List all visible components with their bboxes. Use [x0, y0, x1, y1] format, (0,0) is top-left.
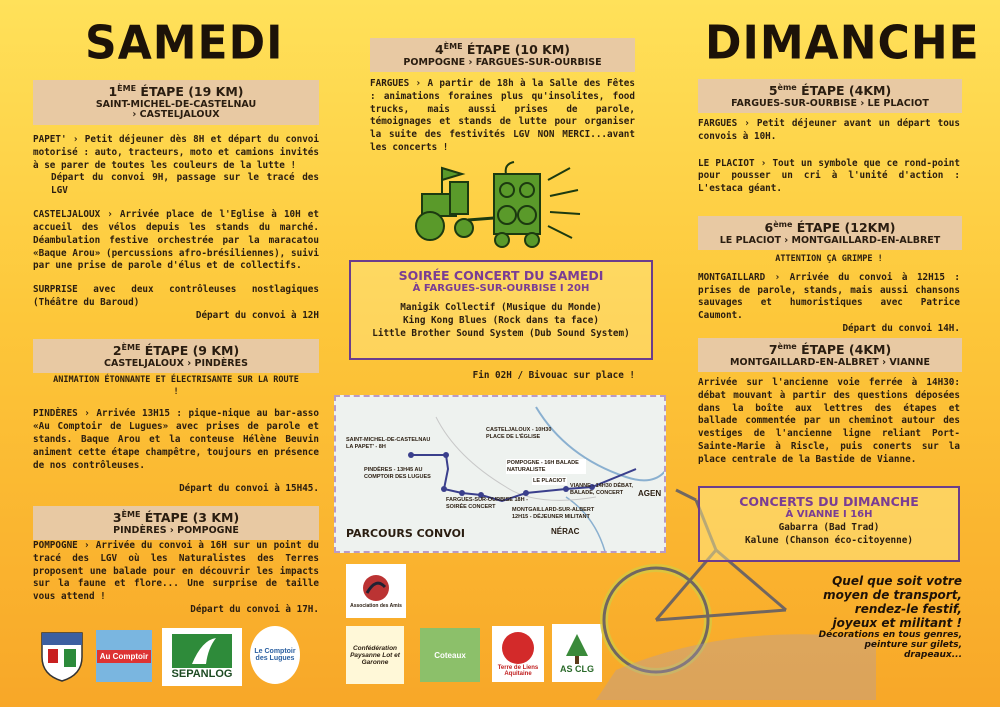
- map-nerac: NÉRAC: [551, 527, 580, 536]
- fin-note: Fin 02H / Bivouac sur place !: [472, 370, 635, 381]
- map-stop: SAINT-MICHEL-DE-CASTELNAU LA PAPET' - 8H: [346, 437, 431, 450]
- map-stop: FARGUES-SUR-OURBISE 18H - SOIRÉE CONCERT: [446, 497, 528, 510]
- etape1-header: 1ÈME ÉTAPE (19 KM) SAINT-MICHEL-DE-CASTELNAU › CASTELJALOUX: [33, 80, 319, 125]
- etape7-header: 7ème ÉTAPE (4KM) MONTGAILLARD-EN-ALBRET › VIANNE: [698, 338, 962, 372]
- logo-association: Association des Amis: [346, 564, 406, 618]
- dimanche-title: DIMANCHE: [705, 16, 980, 71]
- map-agen: AGEN: [638, 489, 662, 498]
- etape5-text: FARGUES › Petit déjeuner avant un départ tous convois à 10H. LE PLACIOT › Tout un symbole que ce rond-point pour pousser un cri à l'unité d'action : L'estaca géant.: [698, 118, 960, 195]
- logo-sepanlog: SEPANLOG: [162, 628, 242, 686]
- samedi-concert-box: SOIRÉE CONCERT DU SAMEDI À FARGUES-SUR-OURBISE I 20H Manigik Collectif (Musique du Monde) King Kong Blues (Rock dans ta face) Little Brother Sound System (Dub Sound System): [349, 260, 653, 360]
- logo-terre-de-liens: Terre de Liens Aquitaine: [492, 626, 544, 682]
- etape4-text: FARGUES › A partir de 18h à la Salle des Fêtes : animations foraines plus qu'insolites, food trucks, mais aussi prises de parole, témoignages et stands de lutte pour organiser la suite des festivités LGV NON MERCI...avant les concerts !: [370, 78, 635, 154]
- slogan: Quel que soit votre moyen de transport, rendez-le festif, joyeux et militant ! Décorations en tous genres, peinture sur gilets, drapeaux...: [818, 574, 962, 660]
- map-stop: VIANNE - 14H30 DÉBAT, BALADE, CONCERT: [570, 483, 633, 496]
- etape5-header: 5ème ÉTAPE (4KM) FARGUES-SUR-OURBISE › LE PLACIOT: [698, 79, 962, 113]
- etape4-header: 4ÈME ÉTAPE (10 KM) POMPOGNE › FARGUES-SUR-OURBISE: [370, 38, 635, 72]
- etape6-header: 6ème ÉTAPE (12KM) LE PLACIOT › MONTGAILLARD-EN-ALBRET: [698, 216, 962, 250]
- samedi-title: SAMEDI: [85, 16, 284, 71]
- etape1-text: PAPET' › Petit déjeuner dès 8H et départ du convoi motorisé : auto, tracteurs, moto et camions invités à se parer de toutes les couleurs de la lutte ! Départ du convoi 9H, passage sur le tracé des LGV CASTELJALOUX › Arrivée place de l'Eglise à 10H et accueil des vélos depuis les stands du marché. Déambulation festive orchestrée par la maracatou «Baque Arou» (percussions afro-brésiliennes), suivi par une prise de parole d'élus et de collectifs. SURPRISE avec deux contrôleuses nostlagiques (Théâtre du Baroud) Départ du convoi à 12H: [33, 134, 319, 321]
- etape2-header: 2ÈME ÉTAPE (9 KM) CASTELJALOUX › PINDÈRES: [33, 339, 319, 373]
- dimanche-concert-box: CONCERTS DU DIMANCHE À VIANNE I 16H Gabarra (Bad Trad) Kalune (Chanson éco-citoyenne): [698, 486, 960, 562]
- logo-asclg: AS CLG: [552, 624, 602, 682]
- map-stop: LE PLACIOT: [533, 478, 566, 484]
- tractor-icon: [402, 160, 592, 250]
- etape6-text: ATTENTION ÇA GRIMPE ! MONTGAILLARD › Arrivée du convoi à 12H15 : prises de parole, stands, mais aussi chansons sauvages et humoristiques avec Patrice Caumont. Départ du convoi 14H.: [698, 254, 960, 335]
- etape3-header: 3ÈME ÉTAPE (3 KM) PINDÈRES › POMPOGNE: [33, 506, 319, 540]
- etape3-text: POMPOGNE › Arrivée du convoi à 16H sur un point du tracé des LGV où les Naturalistes des Terres proposent une balade pour en découvrir les impacts sur la faune et flore... Une surprise de taille vous attend ! Départ du convoi à 17H.: [33, 540, 319, 616]
- logo-comptoir-des-lugues: Le Comptoir des Lugues: [250, 626, 300, 684]
- map-stop: PINDÈRES - 13H45 AU COMPTOIR DES LUGUES: [364, 467, 431, 480]
- logo-coteaux: Coteaux: [420, 628, 480, 682]
- etape7-text: Arrivée sur l'ancienne voie ferrée à 14H30: débat mouvant à partir des questions déposées dans la boîte aux lettres des étapes et ballade commentée par un cheminot autour des vestiges de l'ancienne ligne reliant Port-Sainte-Marie à Riscle, puis conerts sur la place centrale de la Bastide de Vianne.: [698, 377, 960, 465]
- etape2-text: ANIMATION ÉTONNANTE ET ÉLECTRISANTE SUR LA ROUTE ! PINDÈRES › Arrivée 13H15 : pique-nique au bar-asso «Au Comptoir de Lugues» avec prises de parole et stands. Baque Arou et la conteuse Hélène Beuvin animent cette étape champêtre, toujours en présence de nos contrôleuses. Départ du convoi à 15H45.: [33, 375, 319, 494]
- logo-casteljaloux: [36, 626, 88, 684]
- sound-system-icon: [494, 162, 540, 247]
- map-stop: CASTELJALOUX - 10H30 PLACE DE L'ÉGLISE: [486, 427, 552, 440]
- logo-confederation-paysanne: Confédération Paysanne Lot et Garonne: [346, 626, 404, 684]
- logo-au-comptoir: Au Comptoir: [96, 630, 152, 682]
- map-title: PARCOURS CONVOI: [346, 527, 466, 540]
- map-stop: MONTGAILLARD-SUR-ALBERT 12H15 - DÉJEUNER MILITANT: [512, 507, 595, 520]
- map-stop: POMPOGNE - 16H BALADE NATURALISTE: [506, 459, 586, 474]
